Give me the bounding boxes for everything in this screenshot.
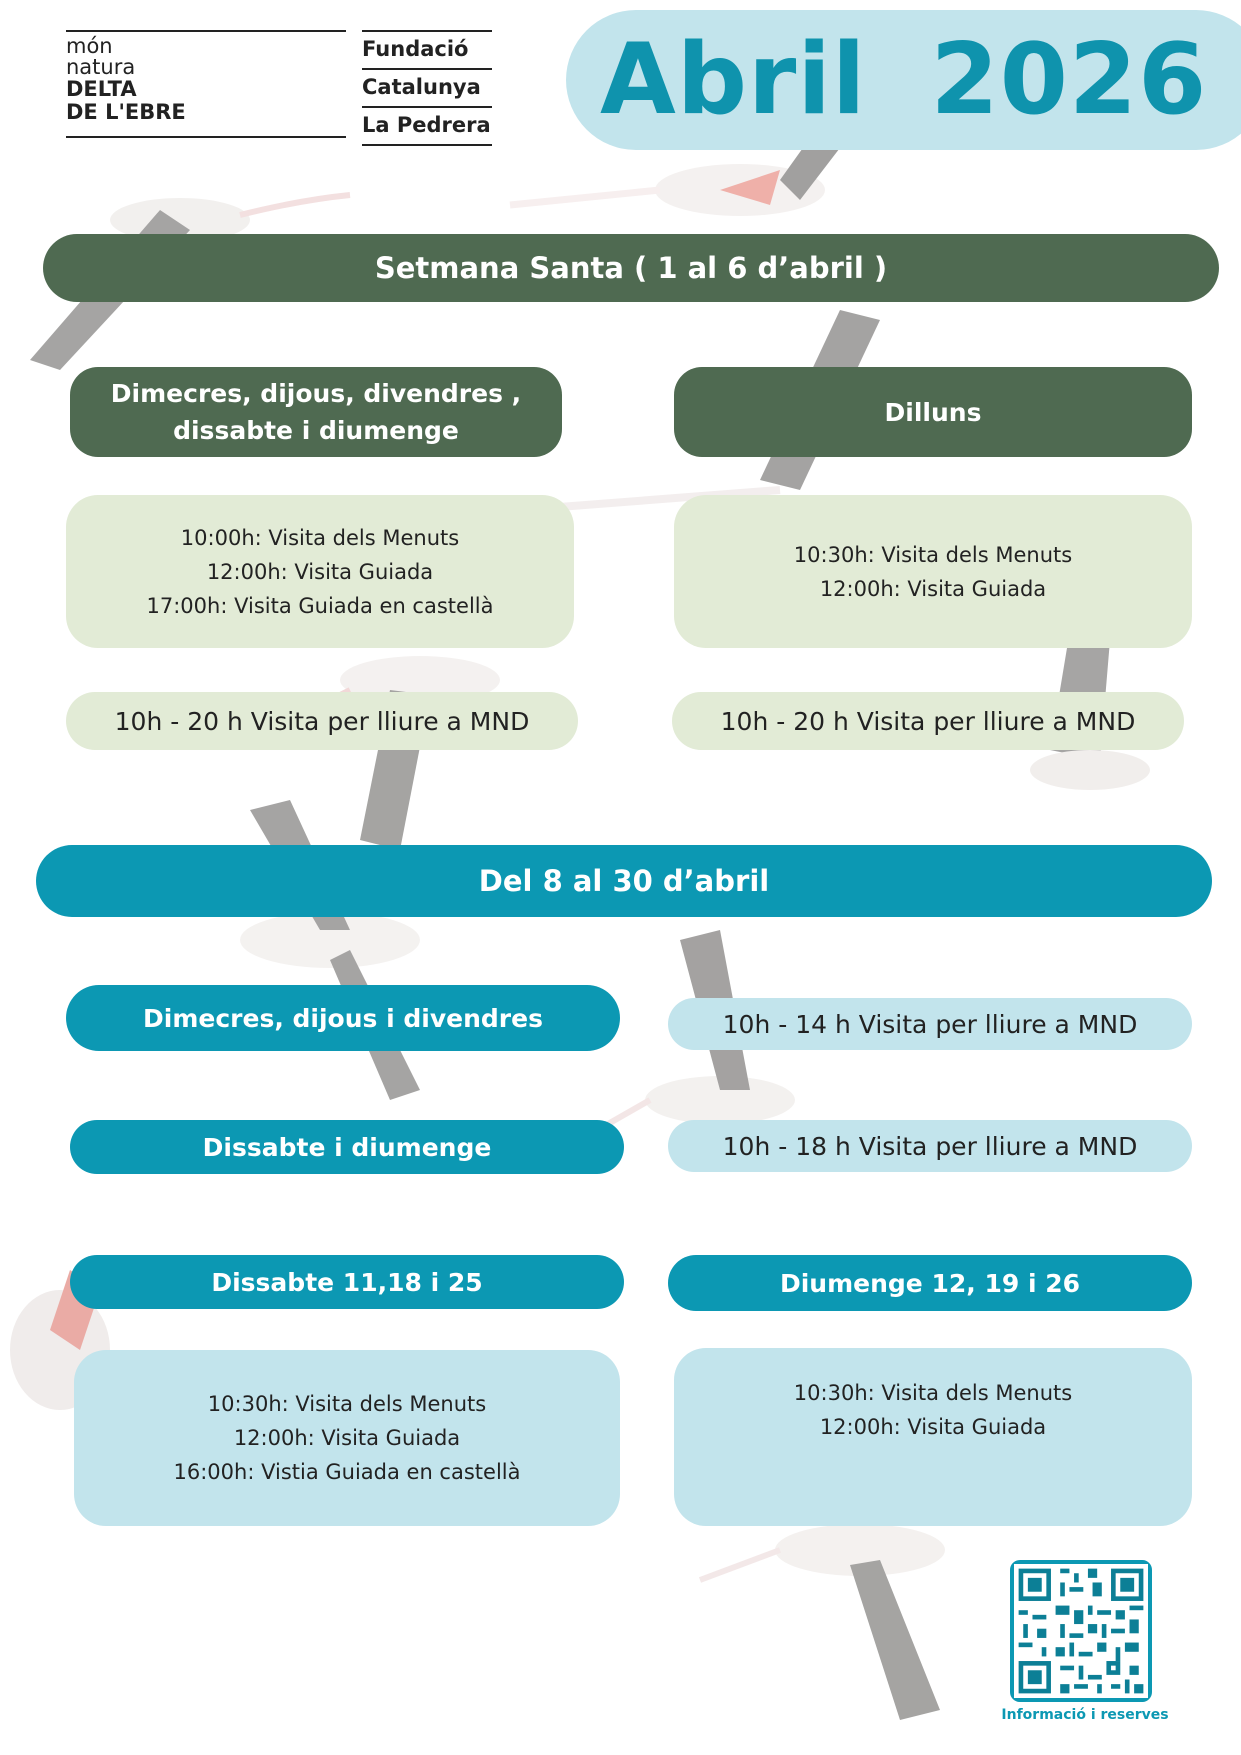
weekdays-label: Dimecres, dijous i divendres — [66, 985, 620, 1051]
fundacio-logo: Fundació Catalunya La Pedrera — [362, 30, 492, 146]
saturdays-label: Dissabte 11,18 i 25 — [70, 1255, 624, 1309]
mon-natura-logo: món natura DELTA DE L'EBRE — [66, 30, 346, 138]
holy-week-banner: Setmana Santa ( 1 al 6 d’abril ) — [43, 234, 1219, 302]
qr-caption[interactable]: Informació i reserves — [1001, 1707, 1169, 1723]
sundays-activities: 10:30h: Visita dels Menuts 12:00h: Visita Guiada — [674, 1348, 1192, 1526]
holy-week-free-visit-left: 10h - 20 h Visita per lliure a MND — [66, 692, 578, 750]
page-title — [600, 22, 1240, 138]
weekend-free-visit: 10h - 18 h Visita per lliure a MND — [668, 1120, 1192, 1172]
rest-of-month-banner: Del 8 al 30 d’abril — [36, 845, 1212, 917]
holy-week-activities-right: 10:30h: Visita dels Menuts 12:00h: Visita Guiada — [674, 495, 1192, 648]
title-month: Abril — [600, 23, 867, 137]
weekdays-free-visit: 10h - 14 h Visita per lliure a MND — [668, 998, 1192, 1050]
title-year: 2026 — [930, 23, 1208, 137]
holy-week-days-right: Dilluns — [674, 367, 1192, 457]
sundays-label: Diumenge 12, 19 i 26 — [668, 1255, 1192, 1311]
holy-week-free-visit-right: 10h - 20 h Visita per lliure a MND — [672, 692, 1184, 750]
holy-week-days-left: Dimecres, dijous, divendres , dissabte i diumenge — [70, 367, 562, 457]
saturdays-activities: 10:30h: Visita dels Menuts 12:00h: Visita Guiada 16:00h: Vistia Guiada en castellà — [74, 1350, 620, 1526]
holy-week-activities-left: 10:00h: Visita dels Menuts 12:00h: Visita Guiada 17:00h: Visita Guiada en castellà — [66, 495, 574, 648]
weekend-label: Dissabte i diumenge — [70, 1120, 624, 1174]
qr-code[interactable] — [1010, 1560, 1152, 1702]
